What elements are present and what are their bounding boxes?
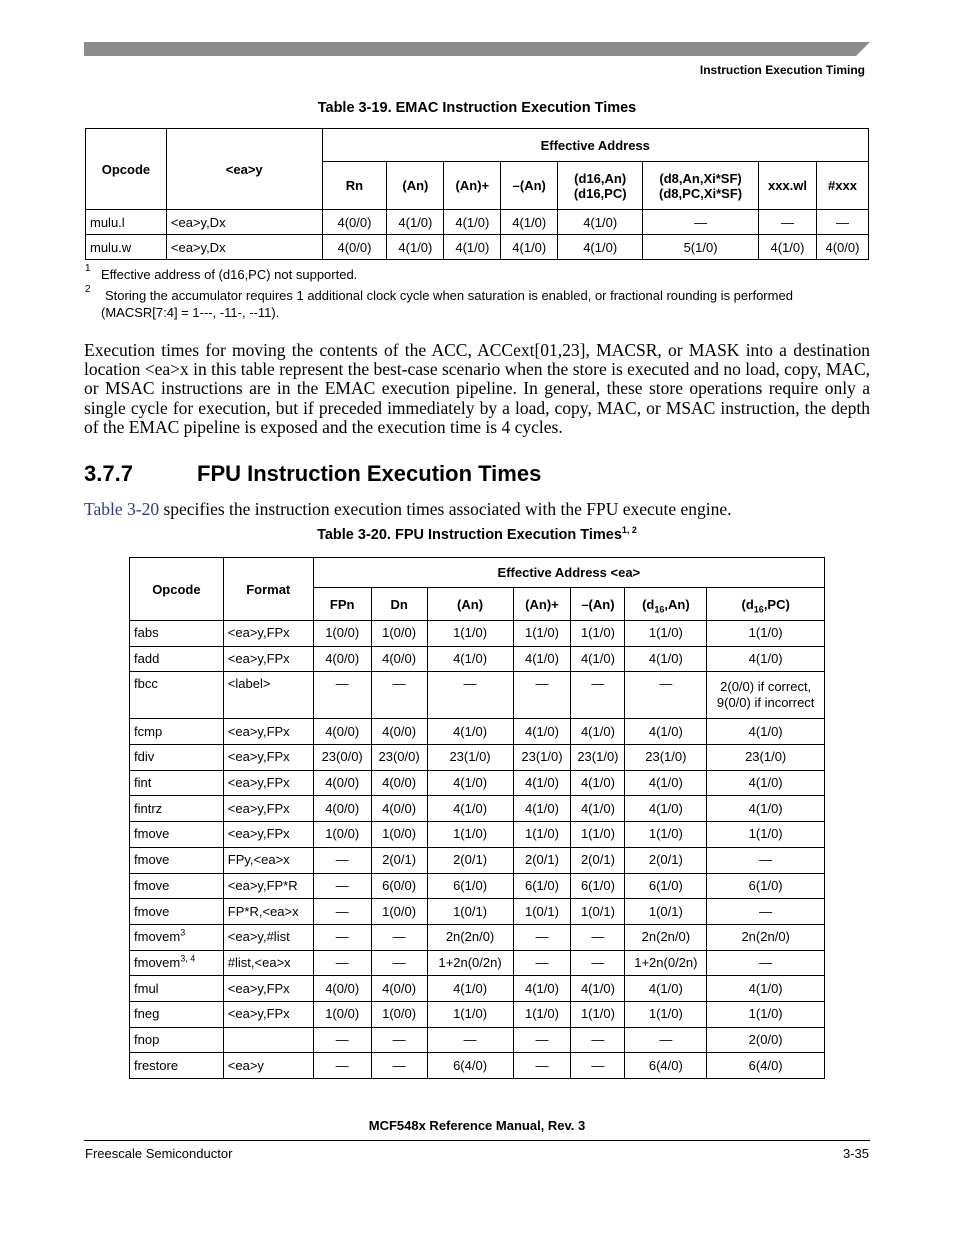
emac-timing-cell: 4(1/0) [387, 235, 444, 260]
emac-ea-column-header: –(An) [501, 162, 558, 210]
fpu-timing-cell: 4(1/0) [427, 719, 513, 745]
col-post: ,PC) [763, 596, 790, 612]
fpu-format-cell: <ea>y,FPx [223, 745, 313, 771]
fpu-format-cell: <ea>y,FPx [223, 796, 313, 822]
fpu-timing-cell: 2n(2n/0) [625, 924, 707, 950]
opcode-text: fmove [134, 826, 170, 842]
emac-ea-column-header: xxx.wl [759, 162, 817, 210]
fpu-timing-cell: 4(0/0) [371, 719, 427, 745]
fpu-format-cell: #list,<ea>x [223, 950, 313, 976]
fpu-timing-cell: — [571, 950, 625, 976]
fpu-table-row [130, 1001, 825, 1027]
fpu-format-cell [223, 1027, 313, 1053]
fpu-format-cell: <ea>y,FPx [223, 976, 313, 1002]
fpu-timing-cell: 2(0/1) [571, 847, 625, 873]
fpu-timing-cell: 1(1/0) [513, 1001, 571, 1027]
fpu-timing-cell: — [571, 924, 625, 950]
fpu-timing-cell: 4(0/0) [313, 719, 371, 745]
fpu-timing-cell: 1(1/0) [707, 1001, 825, 1027]
fpu-format-cell: <ea>y,FPx [223, 770, 313, 796]
fpu-timing-cell: 1(1/0) [513, 621, 571, 647]
fpu-timing-cell: 2(0/1) [513, 847, 571, 873]
emac-timing-cell: 4(1/0) [387, 210, 444, 235]
fpu-timing-cell: 4(1/0) [707, 770, 825, 796]
running-header: Instruction Execution Timing [699, 63, 865, 77]
fpu-timing-cell: — [313, 873, 371, 899]
fpu-timing-cell: 1(0/0) [371, 621, 427, 647]
fpu-timing-cell: 6(4/0) [427, 1053, 513, 1079]
fpu-timing-cell: 1(0/0) [313, 1001, 371, 1027]
fpu-timing-cell: — [513, 672, 571, 719]
fpu-timing-cell: — [313, 1027, 371, 1053]
fpu-timing-cell: 2n(2n/0) [707, 924, 825, 950]
emac-table-row [86, 235, 869, 260]
emac-timing-cell: 4(0/0) [322, 235, 387, 260]
fpu-table-row [130, 899, 825, 925]
emac-timing-cell: 4(1/0) [558, 235, 643, 260]
fpu-opcode-cell [130, 873, 224, 899]
fpu-timing-cell: 1(1/0) [427, 822, 513, 848]
opcode-text: fmovem [134, 954, 181, 970]
fpu-table-row [130, 1053, 825, 1079]
fpu-format-cell: <ea>y,#list [223, 924, 313, 950]
opcode-text: fnop [134, 1031, 160, 1047]
fpu-timing-cell: — [513, 924, 571, 950]
emac-timing-cell: 5(1/0) [643, 235, 759, 260]
opcode-text: frestore [134, 1057, 179, 1073]
fpu-timing-cell: 1(0/1) [427, 899, 513, 925]
opcode-text: fintrz [134, 800, 163, 816]
fpu-format-cell: <ea>y,FPx [223, 621, 313, 647]
fpu-timing-cell: 4(1/0) [707, 796, 825, 822]
opcode-text: fmove [134, 852, 170, 868]
fpu-timing-cell: — [427, 672, 513, 719]
fpu-timing-cell: 4(0/0) [313, 796, 371, 822]
footer-divider [84, 1140, 870, 1141]
fpu-opcode-cell [130, 770, 224, 796]
emac-timing-cell: 4(1/0) [501, 210, 558, 235]
fpu-timing-cell: 4(1/0) [427, 770, 513, 796]
fpu-format-cell: <ea>y,FPx [223, 1001, 313, 1027]
col-sub: 16 [654, 604, 665, 615]
fpu-timing-cell: 1+2n(0/2n) [427, 950, 513, 976]
fpu-table-row [130, 1027, 825, 1053]
fpu-timing-cell: 2(0/1) [625, 847, 707, 873]
emac-group-header: Effective Address [322, 129, 868, 162]
fpu-timing-cell: 23(0/0) [371, 745, 427, 771]
fpu-timing-cell: 4(1/0) [625, 770, 707, 796]
header-bar [84, 42, 870, 56]
fpu-timing-cell: 4(1/0) [571, 646, 625, 672]
fpu-timing-cell: 1(0/0) [371, 822, 427, 848]
fpu-opcode-cell [130, 1027, 224, 1053]
fpu-timing-cell: 4(1/0) [427, 976, 513, 1002]
emac-table-caption: Table 3-19. EMAC Instruction Execution Times [317, 100, 637, 116]
fpu-timing-cell: — [371, 672, 427, 719]
fpu-opcode-cell [130, 745, 224, 771]
fpu-opcode-cell [130, 1053, 224, 1079]
emac-opcode-cell: mulu.l [86, 210, 167, 235]
fpu-table-row [130, 672, 825, 719]
fpu-timing-cell: 4(1/0) [707, 719, 825, 745]
body-paragraph: Execution times for moving the contents of the ACC, ACCext[01,23], MACSR, or MASK into a destination location <ea>x in this table represent the best-case scenario when the store is executed and no load, copy, MAC, or MSAC instructions are in the EMAC execution pipeline. In general, these store operations require only a single cycle for execution, but if preceded immediately by a load, copy, MAC, or MSAC instruction, the depth of the EMAC pipeline is exposed and the execution time is 4 cycles. [84, 340, 870, 437]
fpu-opcode-cell [130, 899, 224, 925]
fpu-timing-cell: 6(4/0) [625, 1053, 707, 1079]
emac-timing-cell: — [816, 210, 868, 235]
fpu-timing-cell: 4(1/0) [571, 976, 625, 1002]
page-number: 3-35 [842, 1146, 869, 1161]
fpu-timing-cell: — [571, 672, 625, 719]
fpu-timing-cell: 23(1/0) [513, 745, 571, 771]
fpu-table-row [130, 847, 825, 873]
fpu-timing-cell: 6(0/0) [371, 873, 427, 899]
fpu-col-an-predec: –(An) [571, 588, 625, 621]
fpu-timing-cell: 6(1/0) [625, 873, 707, 899]
fpu-timing-cell: — [371, 1053, 427, 1079]
fpu-timing-cell: 23(1/0) [625, 745, 707, 771]
fpu-timing-cell: — [571, 1027, 625, 1053]
fpu-table-row [130, 719, 825, 745]
fpu-timing-cell: — [313, 847, 371, 873]
fpu-timing-cell: — [513, 1053, 571, 1079]
emac-timing-cell: 4(1/0) [558, 210, 643, 235]
fpu-timing-cell: 23(1/0) [571, 745, 625, 771]
fpu-timing-cell: — [313, 950, 371, 976]
fpu-format-cell: FP*R,<ea>x [223, 899, 313, 925]
fpu-col-an: (An) [427, 588, 513, 621]
fpu-col-d16-an [625, 588, 707, 621]
col-post: ,An) [664, 596, 690, 612]
fpu-timing-cell: 4(0/0) [371, 770, 427, 796]
fpu-timing-cell: 2(0/0) [707, 1027, 825, 1053]
fpu-format-cell: <ea>y,FPx [223, 822, 313, 848]
fpu-format-cell: <ea>y,FP*R [223, 873, 313, 899]
fpu-timing-cell: 6(1/0) [707, 873, 825, 899]
emac-ea-column-header: #xxx [816, 162, 868, 210]
emac-ea-column-header: (d8,An,Xi*SF) (d8,PC,Xi*SF) [643, 162, 759, 210]
fpu-timing-cell: 4(0/0) [313, 646, 371, 672]
fpu-timing-cell: — [371, 1027, 427, 1053]
section-number: 3.7.7 [84, 461, 133, 486]
emac-timing-cell: 4(1/0) [444, 235, 501, 260]
fpu-group-header: Effective Address <ea> [313, 558, 824, 588]
fpu-timing-cell: 6(1/0) [513, 873, 571, 899]
fpu-table-row [130, 950, 825, 976]
fpu-timing-cell: 2(0/1) [427, 847, 513, 873]
fpu-timing-cell: — [313, 899, 371, 925]
emac-timing-cell: 4(0/0) [816, 235, 868, 260]
col-sub: 16 [753, 604, 764, 615]
fpu-timing-cell: — [313, 924, 371, 950]
opcode-text: fadd [134, 651, 160, 667]
reference-text: specifies the instruction execution times associated with the FPU execute engine. [159, 499, 732, 519]
footer-company: Freescale Semiconductor [85, 1146, 233, 1161]
fpu-timing-cell: 1(1/0) [513, 822, 571, 848]
emac-timing-cell: 4(1/0) [444, 210, 501, 235]
fpu-timing-cell: 4(1/0) [513, 646, 571, 672]
opcode-text: fmove [134, 903, 170, 919]
footnote-text: Effective address of (d16,PC) not supported. [101, 267, 358, 282]
opcode-text: fbcc [134, 676, 158, 692]
fpu-table-row [130, 796, 825, 822]
fpu-format-cell: FPy,<ea>x [223, 847, 313, 873]
emac-opcode-cell: mulu.w [86, 235, 167, 260]
footnote-number: 2 [85, 284, 91, 295]
fpu-timing-cell: 23(1/0) [707, 745, 825, 771]
fpu-col-d16-pc [707, 588, 825, 621]
fpu-opcode-cell [130, 950, 224, 976]
fpu-timing-cell: — [313, 1053, 371, 1079]
section-title: FPU Instruction Execution Times [197, 461, 542, 486]
fpu-timing-cell: 1(1/0) [427, 1001, 513, 1027]
emac-table [85, 128, 869, 260]
fpu-timing-cell: 1(0/0) [371, 1001, 427, 1027]
emac-ea-column-header: (An) [387, 162, 444, 210]
fpu-timing-cell: — [707, 899, 825, 925]
fpu-timing-cell: 1(1/0) [571, 621, 625, 647]
fpu-timing-cell: — [625, 1027, 707, 1053]
fpu-table-row [130, 770, 825, 796]
fpu-timing-cell: 4(1/0) [571, 796, 625, 822]
fpu-timing-cell: — [371, 950, 427, 976]
table-3-20-link[interactable]: Table 3-20 [84, 499, 160, 519]
header-bar-shape [84, 42, 870, 56]
emac-col-ea: <ea>y [166, 129, 322, 210]
fpu-table-caption [0, 527, 954, 543]
opcode-text: fneg [134, 1006, 160, 1022]
fpu-timing-cell: 6(1/0) [427, 873, 513, 899]
fpu-timing-cell: 2(0/0) if correct, 9(0/0) if incorrect [707, 672, 825, 719]
fpu-timing-cell: 4(1/0) [427, 796, 513, 822]
emac-timing-cell: 4(0/0) [322, 210, 387, 235]
fpu-timing-cell: 1(0/1) [571, 899, 625, 925]
fpu-opcode-cell [130, 646, 224, 672]
fpu-caption-footnote-ref: 1, 2 [621, 525, 637, 536]
opcode-text: fmovem [134, 929, 181, 945]
fpu-opcode-cell [130, 1001, 224, 1027]
opcode-text: fcmp [134, 723, 163, 739]
fpu-timing-cell: 4(0/0) [313, 770, 371, 796]
emac-table-row [86, 210, 869, 235]
fpu-format-cell: <ea>y [223, 1053, 313, 1079]
emac-footnote-2-cont: (MACSR[7:4] = 1---, -11-, --11). [101, 305, 280, 320]
col-pre: (d [642, 596, 655, 612]
fpu-timing-cell: 23(0/0) [313, 745, 371, 771]
emac-col-opcode: Opcode [86, 129, 167, 210]
footer-title: MCF548x Reference Manual, Rev. 3 [368, 1118, 586, 1133]
fpu-timing-cell: 4(1/0) [625, 796, 707, 822]
fpu-timing-cell: 1+2n(0/2n) [625, 950, 707, 976]
fpu-timing-cell: 4(1/0) [513, 770, 571, 796]
fpu-opcode-cell [130, 822, 224, 848]
fpu-table-row [130, 976, 825, 1002]
fpu-format-cell: <ea>y,FPx [223, 719, 313, 745]
fpu-timing-cell: 1(1/0) [625, 1001, 707, 1027]
fpu-opcode-cell [130, 976, 224, 1002]
fpu-timing-cell: 2n(2n/0) [427, 924, 513, 950]
fpu-timing-cell: 1(0/0) [313, 822, 371, 848]
fpu-timing-cell: — [625, 672, 707, 719]
fpu-timing-cell: 6(1/0) [571, 873, 625, 899]
col-pre: (d [741, 596, 754, 612]
opcode-text: fabs [134, 625, 159, 641]
opcode-text: fdiv [134, 749, 155, 765]
fpu-timing-cell: 4(1/0) [625, 719, 707, 745]
fpu-timing-cell: 4(1/0) [625, 646, 707, 672]
fpu-timing-cell: 1(0/0) [313, 621, 371, 647]
fpu-opcode-cell [130, 719, 224, 745]
fpu-timing-cell: 4(0/0) [371, 796, 427, 822]
fpu-timing-cell: — [427, 1027, 513, 1053]
fpu-timing-cell: 4(0/0) [371, 646, 427, 672]
fpu-table-row [130, 745, 825, 771]
emac-ea-column-header: Rn [322, 162, 387, 210]
fpu-table [129, 557, 825, 1079]
emac-timing-cell: — [643, 210, 759, 235]
fpu-timing-cell: 1(0/0) [371, 899, 427, 925]
section-heading [84, 461, 541, 487]
fpu-timing-cell: 4(1/0) [571, 770, 625, 796]
fpu-caption-text: Table 3-20. FPU Instruction Execution Times [317, 527, 622, 543]
fpu-timing-cell: 4(1/0) [707, 976, 825, 1002]
fpu-timing-cell: — [371, 924, 427, 950]
emac-ea-column-header: (d16,An) (d16,PC) [558, 162, 643, 210]
fpu-timing-cell: 1(0/1) [513, 899, 571, 925]
fpu-timing-cell: 1(1/0) [707, 621, 825, 647]
footnote-text: Storing the accumulator requires 1 additional clock cycle when saturation is enabled, or fractional rounding is performed [105, 288, 793, 303]
fpu-timing-cell: 4(0/0) [371, 976, 427, 1002]
opcode-text: fint [134, 775, 152, 791]
fpu-timing-cell: 4(1/0) [513, 719, 571, 745]
fpu-timing-cell: 1(1/0) [707, 822, 825, 848]
fpu-col-opcode: Opcode [130, 558, 224, 621]
fpu-table-row [130, 873, 825, 899]
opcode-text: fmove [134, 877, 170, 893]
fpu-timing-cell: 1(0/1) [625, 899, 707, 925]
emac-ea-column-header: (An)+ [444, 162, 501, 210]
fpu-timing-cell: — [571, 1053, 625, 1079]
fpu-opcode-cell [130, 924, 224, 950]
emac-timing-cell: 4(1/0) [759, 235, 817, 260]
fpu-timing-cell: 4(1/0) [707, 646, 825, 672]
fpu-opcode-cell [130, 847, 224, 873]
fpu-timing-cell: 1(1/0) [571, 822, 625, 848]
emac-ea-cell: <ea>y,Dx [166, 210, 322, 235]
fpu-timing-cell: 4(1/0) [513, 796, 571, 822]
fpu-timing-cell: 4(1/0) [427, 646, 513, 672]
opcode-footnote-ref: 3 [180, 927, 186, 938]
fpu-opcode-cell [130, 621, 224, 647]
fpu-table-row [130, 621, 825, 647]
fpu-table-row [130, 822, 825, 848]
fpu-timing-cell: 1(1/0) [571, 1001, 625, 1027]
fpu-timing-cell: — [707, 950, 825, 976]
fpu-timing-cell: 1(1/0) [625, 621, 707, 647]
fpu-opcode-cell [130, 796, 224, 822]
fpu-timing-cell: 4(1/0) [571, 719, 625, 745]
fpu-timing-cell: 4(1/0) [513, 976, 571, 1002]
emac-timing-cell: — [759, 210, 817, 235]
fpu-timing-cell: — [313, 672, 371, 719]
fpu-timing-cell: 1(1/0) [625, 822, 707, 848]
reference-paragraph [84, 499, 732, 520]
fpu-table-row [130, 924, 825, 950]
footnote-number: 1 [85, 263, 91, 274]
fpu-col-dn: Dn [371, 588, 427, 621]
fpu-format-cell: <label> [223, 672, 313, 719]
fpu-timing-cell: — [513, 1027, 571, 1053]
fpu-col-format: Format [223, 558, 313, 621]
emac-timing-cell: 4(1/0) [501, 235, 558, 260]
fpu-timing-cell: 2(0/1) [371, 847, 427, 873]
opcode-footnote-ref: 3, 4 [180, 953, 196, 964]
fpu-timing-cell: 4(1/0) [625, 976, 707, 1002]
fpu-timing-cell: 4(0/0) [313, 976, 371, 1002]
fpu-timing-cell: 6(4/0) [707, 1053, 825, 1079]
opcode-text: fmul [134, 980, 159, 996]
fpu-timing-cell: — [513, 950, 571, 976]
fpu-col-fpn: FPn [313, 588, 371, 621]
fpu-timing-cell: 1(1/0) [427, 621, 513, 647]
emac-ea-cell: <ea>y,Dx [166, 235, 322, 260]
fpu-table-row [130, 646, 825, 672]
fpu-timing-cell: 23(1/0) [427, 745, 513, 771]
fpu-col-an-postinc: (An)+ [513, 588, 571, 621]
fpu-opcode-cell [130, 672, 224, 719]
fpu-timing-cell: — [707, 847, 825, 873]
fpu-format-cell: <ea>y,FPx [223, 646, 313, 672]
